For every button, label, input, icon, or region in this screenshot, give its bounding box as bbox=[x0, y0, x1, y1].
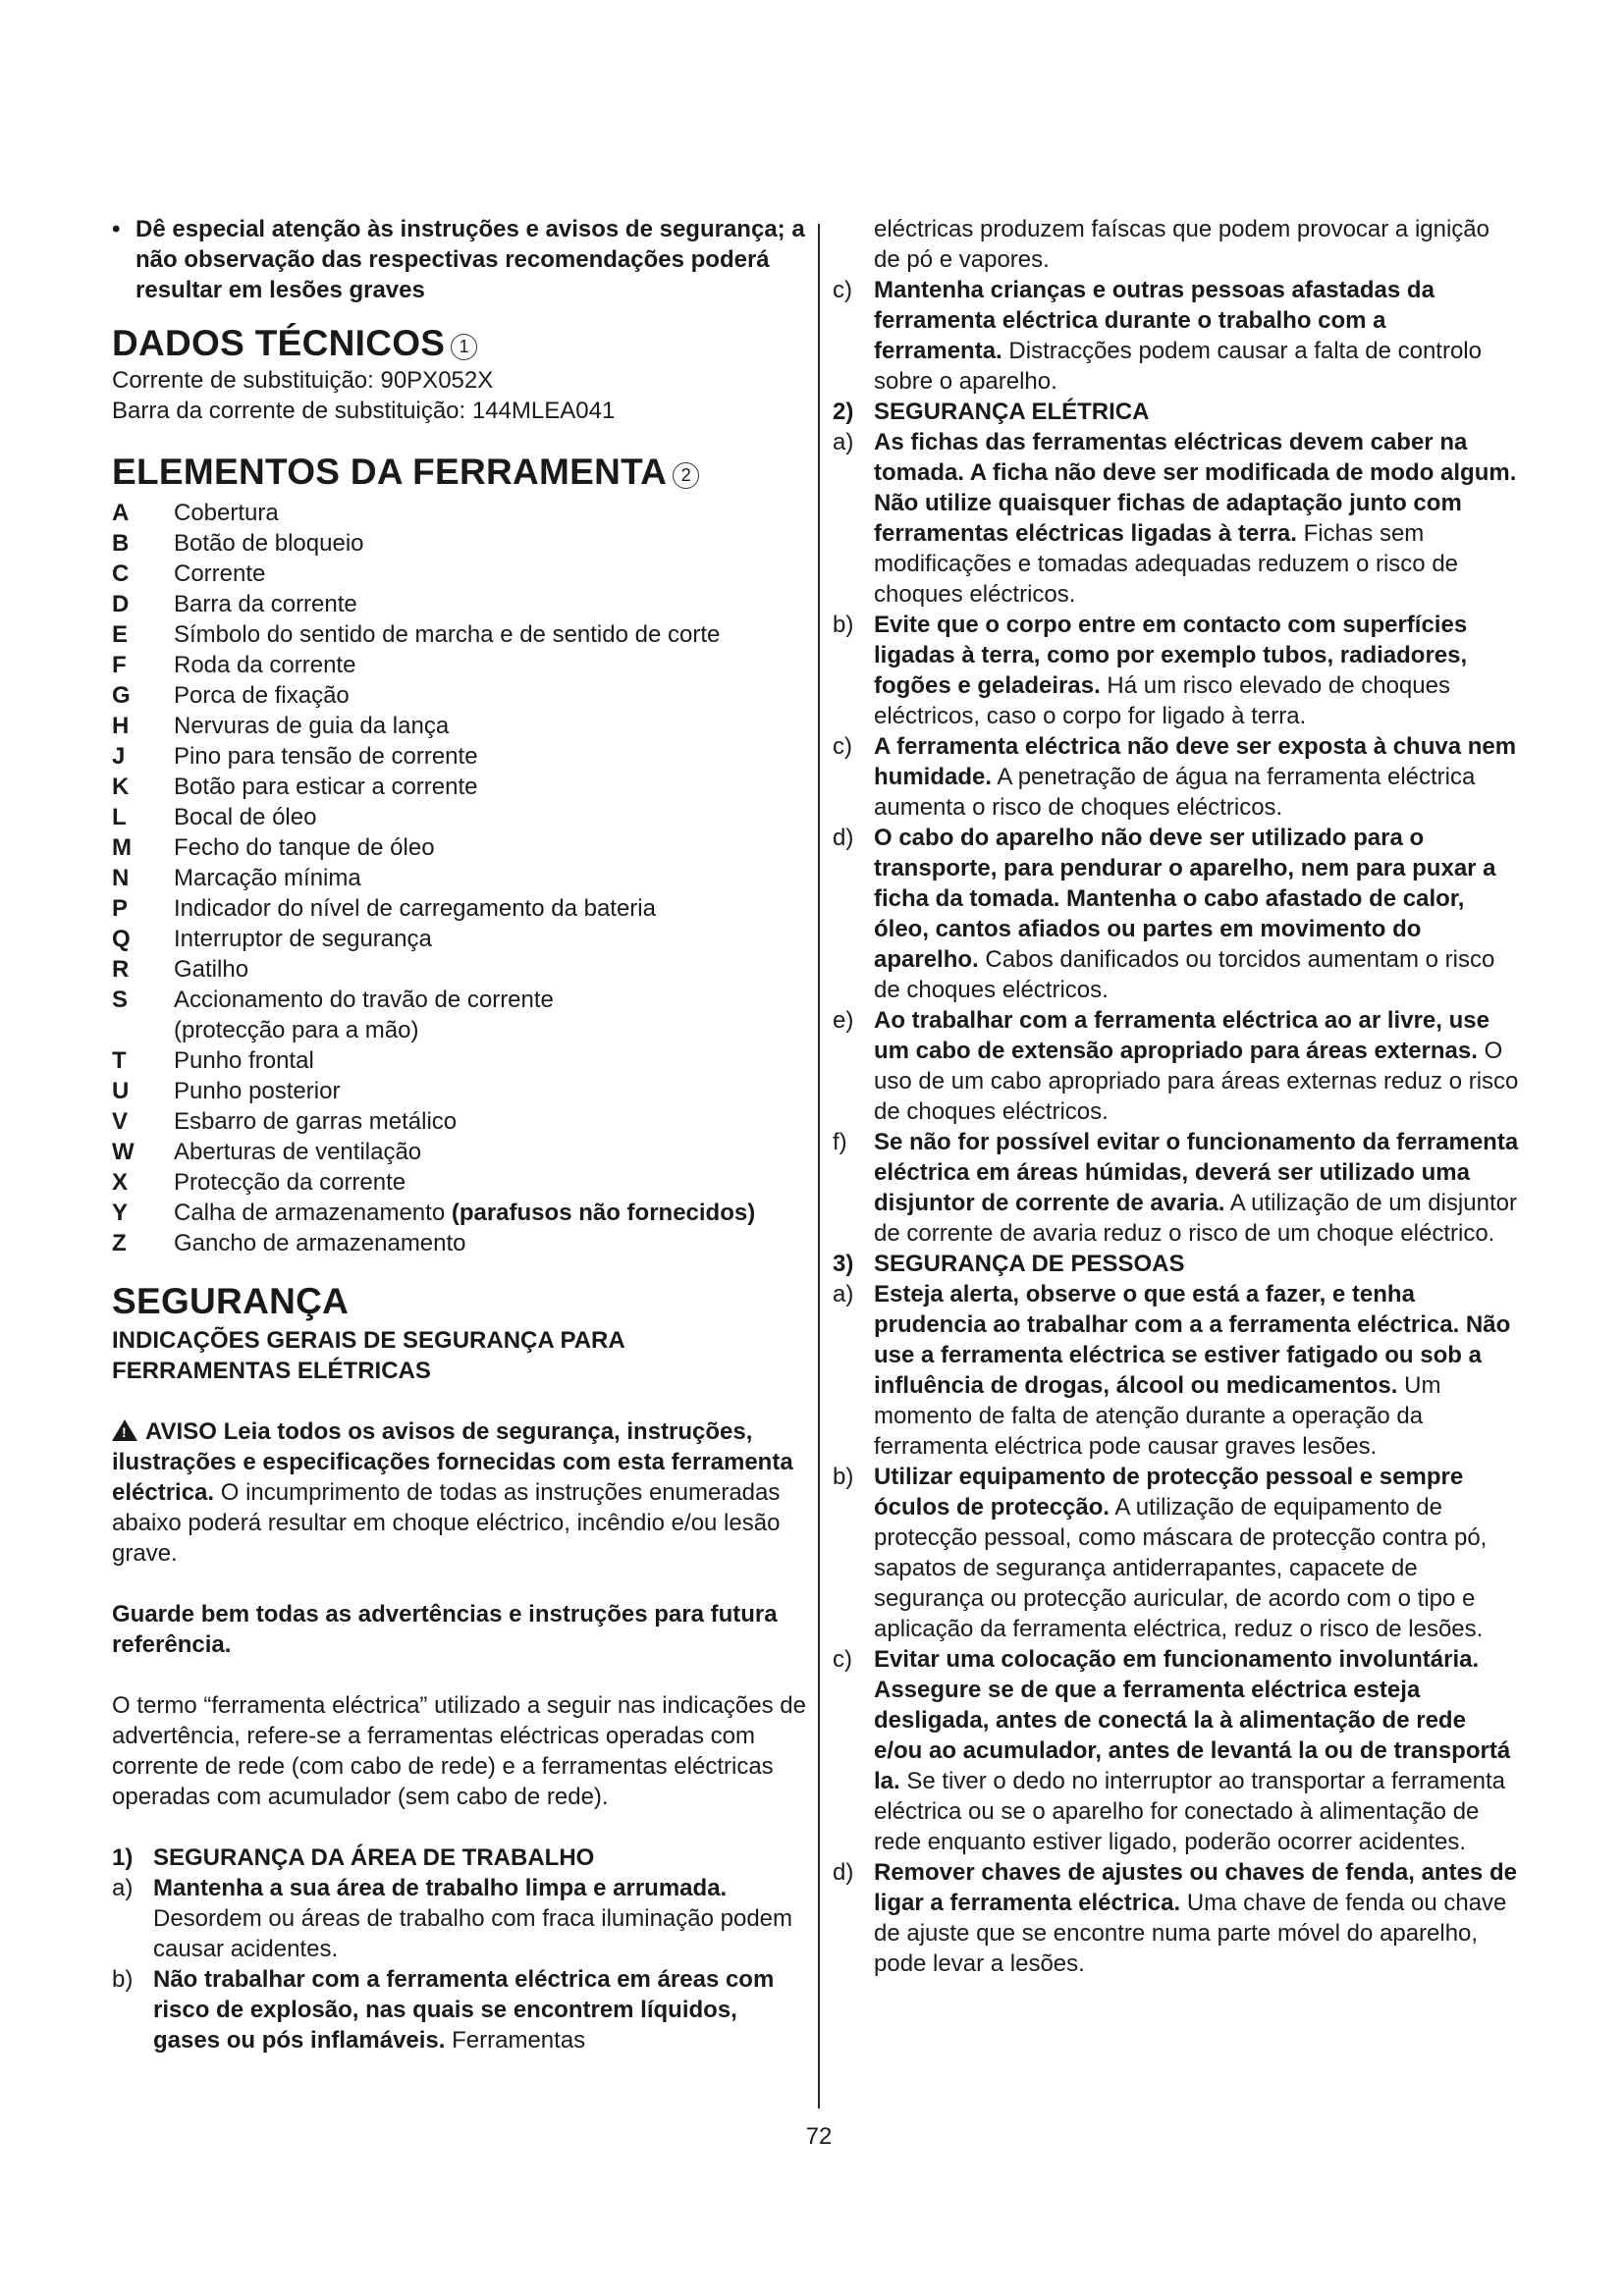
element-item bbox=[112, 832, 809, 863]
element-item bbox=[112, 802, 809, 832]
element-item bbox=[112, 1228, 809, 1258]
dados-tecnicos-heading bbox=[112, 322, 809, 365]
s2-item-f bbox=[833, 1127, 1520, 1249]
left-column bbox=[112, 214, 809, 2056]
intro-bullet bbox=[112, 214, 809, 305]
item-marker: e) bbox=[833, 1007, 854, 1034]
element-item bbox=[112, 1076, 809, 1106]
element-label: Punho frontal bbox=[174, 1047, 314, 1074]
s2-heading bbox=[833, 397, 1520, 427]
element-label: Marcação mínima bbox=[174, 865, 361, 891]
s1-item-b bbox=[112, 1964, 809, 2056]
element-item bbox=[112, 619, 809, 650]
element-label: Pino para tensão de corrente bbox=[174, 743, 478, 770]
element-label: Porca de fixação bbox=[174, 682, 350, 709]
element-item bbox=[112, 1167, 809, 1198]
item-text: O uso de um cabo apropriado para áreas externas reduz o risco de choques eléctricos. bbox=[874, 1038, 1519, 1125]
element-label: Botão para esticar a corrente bbox=[174, 774, 478, 800]
item-text: Uma chave de fenda ou chave de ajuste que se encontre numa parte móvel do aparelho, pode levar a lesões. bbox=[874, 1890, 1507, 1977]
item-text: A utilização de um disjuntor de corrente de avaria reduz o risco de um choque eléctrico. bbox=[874, 1190, 1517, 1247]
right-column bbox=[833, 214, 1520, 1979]
element-item bbox=[112, 650, 809, 680]
element-key: G bbox=[112, 682, 131, 709]
item-text: A utilização de equipamento de protecção pessoal, como máscara de protecção contra pó, sapatos de segurança antiderrapantes, capacete de segurança ou protecção auricular, de acordo com o tipo e aplicação da ferramenta eléctrica, reduz o risco de lesões. bbox=[874, 1494, 1488, 1642]
item-bold: Utilizar equipamento de protecção pessoal e sempre óculos de protecção. bbox=[874, 1464, 1464, 1521]
item-text: Há um risco elevado de choques eléctricos, caso o corpo for ligado à terra. bbox=[874, 672, 1450, 729]
element-label: Corrente bbox=[174, 561, 266, 587]
s3-number: 3) bbox=[833, 1251, 854, 1277]
element-item bbox=[112, 528, 809, 559]
item-bold: Se não for possível evitar o funcionamento da ferramenta eléctrica em áreas húmidas, deverá ser utilizado uma disjuntor de corrente de avaria. bbox=[874, 1129, 1519, 1216]
element-label: Esbarro de garras metálico bbox=[174, 1108, 458, 1135]
element-key: S bbox=[112, 987, 129, 1013]
item-marker: b) bbox=[833, 612, 854, 638]
s2-item-c bbox=[833, 731, 1520, 823]
dados-tecnicos-title: DADOS TÉCNICOS bbox=[112, 323, 446, 363]
guarde-paragraph: Guarde bem todas as advertências e instruções para futura referência. bbox=[112, 1601, 778, 1658]
aviso-text: O incumprimento de todas as instruções enumeradas abaixo poderá resultar em choque eléctrico, incêndio e/ou lesão grave. bbox=[112, 1479, 781, 1567]
element-label: Roda da corrente bbox=[174, 652, 356, 678]
element-label: Fecho do tanque de óleo bbox=[174, 834, 435, 861]
element-label: Nervuras de guia da lança bbox=[174, 713, 450, 739]
s2-item-a bbox=[833, 427, 1520, 610]
element-key: F bbox=[112, 652, 127, 678]
replacement-chain: Corrente de substituição: 90PX052X bbox=[112, 367, 494, 394]
item-text: A penetração de água na ferramenta eléctrica aumenta o risco de choques eléctricos. bbox=[874, 764, 1476, 821]
item-marker: f) bbox=[833, 1129, 847, 1155]
item-bold: Evite que o corpo entre em contacto com superfícies ligadas à terra, como por exemplo tubos, radiadores, fogões e geladeiras. bbox=[874, 612, 1468, 699]
s3-item-a bbox=[833, 1279, 1520, 1462]
item-bold: As fichas das ferramentas eléctricas devem caber na tomada. A ficha não deve ser modificada de modo algum. Não utilize quaisquer fichas de adaptação junto com ferramentas eléctricas ligadas à terra. bbox=[874, 429, 1517, 547]
s2-item-b bbox=[833, 610, 1520, 731]
item-text: Um momento de falta de atenção durante a operação da ferramenta eléctrica pode causar graves lesões. bbox=[874, 1372, 1441, 1460]
element-label: Indicador do nível de carregamento da bateria bbox=[174, 895, 656, 922]
s2-number: 2) bbox=[833, 399, 854, 425]
element-label: Cobertura bbox=[174, 500, 279, 526]
item-marker: c) bbox=[833, 277, 852, 303]
element-label: Protecção da corrente bbox=[174, 1169, 406, 1196]
s3-heading bbox=[833, 1249, 1520, 1279]
element-item bbox=[112, 741, 809, 772]
element-item bbox=[112, 1137, 809, 1167]
figure-ref-2: 2 bbox=[673, 462, 699, 489]
element-label: Gancho de armazenamento bbox=[174, 1230, 466, 1256]
item-bold: Esteja alerta, observe o que está a fazer, e tenha prudencia ao trabalhar com a a ferramenta eléctrica. Não use a ferramenta eléctrica se estiver fatigado ou sob a influência de drogas, álcool ou medicamentos. bbox=[874, 1281, 1511, 1399]
item-bold: Mantenha a sua área de trabalho limpa e arrumada. bbox=[153, 1875, 728, 1901]
elementos-title: ELEMENTOS DA FERRAMENTA bbox=[112, 452, 668, 492]
item-bold: O cabo do aparelho não deve ser utilizado para o transporte, para pendurar o aparelho, nem para puxar a ficha da tomada. Mantenha o cabo afastado de calor, óleo, cantos afiados ou partes em movimento do aparelho. bbox=[874, 825, 1496, 973]
s3-item-c bbox=[833, 1644, 1520, 1857]
element-label-bold: (parafusos não fornecidos) bbox=[451, 1200, 756, 1226]
item-bold: A ferramenta eléctrica não deve ser exposta à chuva nem humidade. bbox=[874, 733, 1517, 790]
element-label-continuation: (protecção para a mão) bbox=[174, 1017, 419, 1043]
element-item bbox=[112, 1198, 809, 1228]
page-number: 72 bbox=[805, 2123, 833, 2150]
s2-title: SEGURANÇA ELÉTRICA bbox=[874, 399, 1150, 425]
element-item bbox=[112, 680, 809, 711]
element-item bbox=[112, 1106, 809, 1137]
seguranca-subtitle: INDICAÇÕES GERAIS DE SEGURANÇA PARA FERRAMENTAS ELÉTRICAS bbox=[112, 1327, 624, 1384]
element-key: W bbox=[112, 1139, 135, 1165]
item-text: eléctricas produzem faíscas que podem provocar a ignição de pó e vapores. bbox=[874, 216, 1489, 273]
item-text: Se tiver o dedo no interruptor ao transportar a ferramenta eléctrica ou se o aparelho for conectado à alimentação de rede enquanto estiver ligado, poderão ocorrer acidentes. bbox=[874, 1768, 1506, 1855]
element-key: T bbox=[112, 1047, 127, 1074]
element-key: E bbox=[112, 621, 129, 648]
element-key: C bbox=[112, 561, 130, 587]
element-label: Aberturas de ventilação bbox=[174, 1139, 422, 1165]
warning-triangle-icon: ! bbox=[112, 1419, 137, 1441]
column-divider bbox=[818, 224, 820, 2109]
element-item bbox=[112, 772, 809, 802]
element-key: R bbox=[112, 956, 130, 983]
item-marker: c) bbox=[833, 733, 852, 760]
s1-item-a bbox=[112, 1873, 809, 1964]
s2-item-d bbox=[833, 823, 1520, 1005]
seguranca-title: SEGURANÇA bbox=[112, 1281, 350, 1321]
element-item-continuation bbox=[112, 1015, 809, 1045]
element-label: Interruptor de segurança bbox=[174, 926, 432, 952]
item-marker: b) bbox=[833, 1464, 854, 1490]
item-bold: Ao trabalhar com a ferramenta eléctrica ao ar livre, use um cabo de extensão apropriado para áreas externas. bbox=[874, 1007, 1489, 1064]
s2-item-e bbox=[833, 1005, 1520, 1127]
termo-paragraph: O termo “ferramenta eléctrica” utilizado a seguir nas indicações de advertência, refere-se a ferramentas eléctricas operadas com corrente de rede (com cabo de rede) e a ferramentas eléctricas operadas com acumulador (sem cabo de rede). bbox=[112, 1692, 806, 1810]
element-label: Bocal de óleo bbox=[174, 804, 317, 830]
item-marker: a) bbox=[833, 1281, 854, 1308]
figure-ref-1: 1 bbox=[451, 334, 477, 360]
element-key: Y bbox=[112, 1200, 129, 1226]
element-label: Punho posterior bbox=[174, 1078, 341, 1104]
element-item bbox=[112, 711, 809, 741]
element-label-text: Calha de armazenamento bbox=[174, 1200, 446, 1226]
item-text: Ferramentas bbox=[445, 2027, 586, 2054]
aviso-bold: AVISO Leia todos os avisos de segurança, instruções, ilustrações e especificações fornecidas com esta ferramenta eléctrica. bbox=[112, 1418, 793, 1506]
element-item bbox=[112, 589, 809, 619]
element-item bbox=[112, 954, 809, 985]
element-label bbox=[174, 1198, 809, 1228]
element-key: A bbox=[112, 500, 130, 526]
replacement-bar: Barra da corrente de substituição: 144MLEA041 bbox=[112, 398, 616, 424]
s1-item-b-continuation bbox=[833, 214, 1520, 275]
element-key: D bbox=[112, 591, 130, 617]
s1-number: 1) bbox=[112, 1844, 134, 1871]
s3-item-b bbox=[833, 1462, 1520, 1644]
element-item bbox=[112, 863, 809, 893]
element-item bbox=[112, 893, 809, 924]
item-text: Desordem ou áreas de trabalho com fraca iluminação podem causar acidentes. bbox=[153, 1905, 793, 1962]
element-key: M bbox=[112, 834, 132, 861]
element-key: J bbox=[112, 743, 126, 770]
element-item bbox=[112, 498, 809, 528]
s3-title: SEGURANÇA DE PESSOAS bbox=[874, 1251, 1185, 1277]
element-key: L bbox=[112, 804, 127, 830]
item-marker: d) bbox=[833, 1859, 854, 1886]
item-text: Fichas sem modificações e tomadas adequadas reduzem o risco de choques eléctricos. bbox=[874, 520, 1459, 608]
element-key: Q bbox=[112, 926, 131, 952]
item-bold: Não trabalhar com a ferramenta eléctrica em áreas com risco de explosão, nas quais se encontrem líquidos, gases ou pós inflamáveis. bbox=[153, 1966, 775, 2054]
element-key: U bbox=[112, 1078, 130, 1104]
element-item bbox=[112, 924, 809, 954]
element-key: X bbox=[112, 1169, 129, 1196]
element-item bbox=[112, 559, 809, 589]
s1-heading bbox=[112, 1842, 809, 1873]
element-label: Gatilho bbox=[174, 956, 249, 983]
s3-item-d bbox=[833, 1857, 1520, 1979]
aviso-paragraph bbox=[112, 1416, 809, 1569]
element-label: Símbolo do sentido de marcha e de sentido de corte bbox=[174, 621, 721, 648]
intro-bullet-text: Dê especial atenção às instruções e avisos de segurança; a não observação das respectivas recomendações poderá resultar em lesões graves bbox=[135, 216, 805, 303]
element-key: H bbox=[112, 713, 130, 739]
element-key: K bbox=[112, 774, 130, 800]
element-key: P bbox=[112, 895, 129, 922]
element-key: B bbox=[112, 530, 130, 557]
item-bold: Mantenha crianças e outras pessoas afastadas da ferramenta eléctrica durante o trabalho com a ferramenta. bbox=[874, 277, 1435, 364]
elementos-heading bbox=[112, 451, 809, 494]
item-marker: d) bbox=[833, 825, 854, 851]
item-marker: c) bbox=[833, 1646, 852, 1673]
element-key: N bbox=[112, 865, 130, 891]
element-item bbox=[112, 985, 809, 1015]
element-key: Z bbox=[112, 1230, 127, 1256]
item-text: Cabos danificados ou torcidos aumentam o risco de choques eléctricos. bbox=[874, 946, 1495, 1003]
elements-list bbox=[112, 498, 809, 1258]
element-item bbox=[112, 1045, 809, 1076]
item-marker: a) bbox=[112, 1875, 134, 1901]
item-bold: Evitar uma colocação em funcionamento involuntária. Assegure se de que a ferramenta eléctrica esteja desligada, antes de conectá la à alimentação de rede e/ou ao acumulador, antes de levantá la ou de transportá la. bbox=[874, 1646, 1511, 1794]
item-bold: Remover chaves de ajustes ou chaves de fenda, antes de ligar a ferramenta eléctrica. bbox=[874, 1859, 1517, 1916]
s1-item-c bbox=[833, 275, 1520, 397]
element-key: V bbox=[112, 1108, 129, 1135]
element-label: Accionamento do travão de corrente bbox=[174, 987, 554, 1013]
element-label: Botão de bloqueio bbox=[174, 530, 364, 557]
item-marker: a) bbox=[833, 429, 854, 455]
bullet-dot: • bbox=[112, 216, 121, 242]
element-label: Barra da corrente bbox=[174, 591, 357, 617]
item-marker: b) bbox=[112, 1966, 134, 1993]
s1-title: SEGURANÇA DA ÁREA DE TRABALHO bbox=[153, 1844, 595, 1871]
item-text: Distracções podem causar a falta de controlo sobre o aparelho. bbox=[874, 338, 1482, 395]
